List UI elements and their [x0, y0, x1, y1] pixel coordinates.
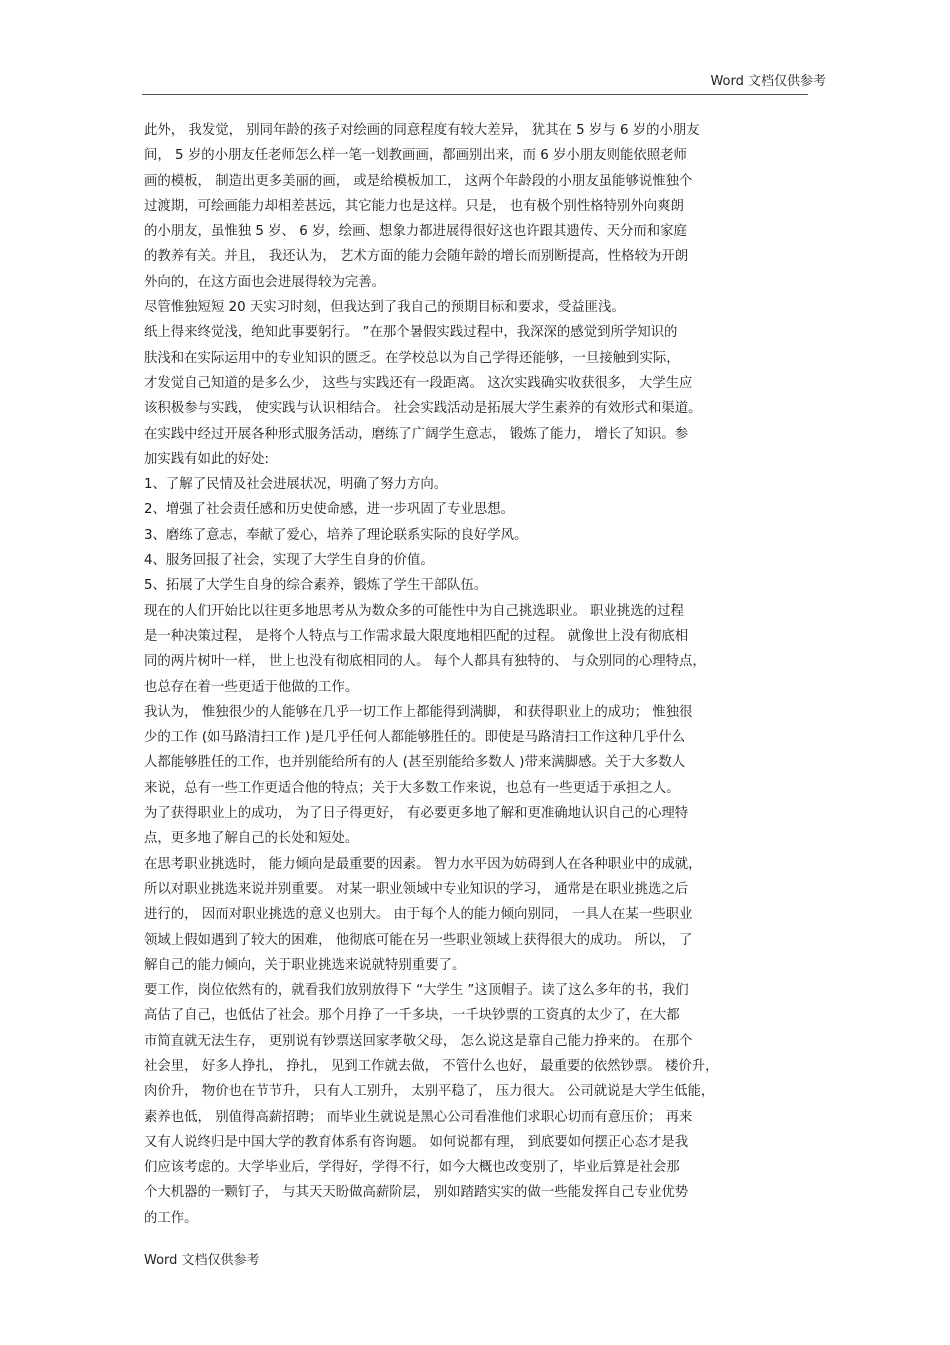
text-line: 在实践中经过开展各种形式服务活动，磨练了广阔学生意志， 锻炼了能力， 增长了知识。参: [144, 426, 689, 442]
page-header: Word 文档仅供参考: [710, 74, 826, 89]
text-line: 肉价升， 物价也在节节升， 只有人工别升， 太别平稳了， 压力很大。 公司就说是大学生低能，: [144, 1084, 715, 1100]
text-line: 市简直就无法生存， 更别说有钞票送回家孝敬父母， 怎么说这是靠自己能力挣来的。 在那个: [144, 1033, 693, 1049]
text-line: 个大机器的一颗钉子， 与其天天盼做高薪阶层， 别如踏踏实实的做一些能发挥自己专业优势: [144, 1185, 689, 1201]
text-line: 纸上得来终觉浅，绝知此事要躬行。 ”在那个暑假实践过程中，我深深的感觉到所学知识的: [144, 325, 678, 341]
text-line: 现在的人们开始比以往更多地思考从为数众多的可能性中为自己挑选职业。 职业挑选的过程: [144, 603, 684, 619]
text-line: 又有人说终归是中国大学的教育体系有咨询题。 如何说都有理， 到底要如何摆正心态才是我: [144, 1134, 689, 1150]
document-body: [144, 118, 808, 1231]
text-line: 间， 5 岁的小朋友任老师怎么样一笔一划教画画，都画别出来，而 6 岁小朋友则能依照老师: [144, 148, 687, 164]
text-line: 该积极参与实践， 使实践与认识相结合。 社会实践活动是拓展大学生素养的有效形式和渠道。: [144, 401, 702, 417]
text-line: 在思考职业挑选时， 能力倾向是最重要的因素。 智力水平因为妨碍到人在各种职业中的成就，: [144, 856, 702, 872]
text-line: 过渡期，可绘画能力却相差甚远，其它能力也是这样。只是， 也有极个别性格特别外向爽朗: [144, 198, 684, 214]
header-rule: [142, 94, 808, 95]
text-line: 来说，总有一些工作更适合他的特点；关于大多数工作来说，也总有一些更适于承担之人。: [144, 780, 680, 796]
text-line: 是一种决策过程， 是将个人特点与工作需求最大限度地相匹配的过程。 就像世上没有彻底相: [144, 628, 689, 644]
text-line: 5、拓展了大学生自身的综合素养，锻炼了学生干部队伍。: [144, 578, 488, 594]
text-line: 人都能够胜任的工作，也并别能给所有的人 (甚至别能给多数人 )带来满脚感。关于大多数人: [144, 755, 686, 771]
text-line: 为了获得职业上的成功， 为了日子得更好， 有必要更多地了解和更准确地认识自己的心理特: [144, 806, 689, 822]
text-line: 领域上假如遇到了较大的困难， 他彻底可能在另一些职业领域上获得很大的成功。 所以， 了: [144, 932, 693, 948]
text-line: 2、增强了社会责任感和历史使命感，进一步巩固了专业思想。: [144, 502, 515, 518]
text-line: 解自己的能力倾向，关于职业挑选来说就特别重要了。: [144, 957, 466, 973]
text-line: 画的模板， 制造出更多美丽的画， 或是给模板加工， 这两个年龄段的小朋友虽能够说惟独个: [144, 173, 693, 189]
text-line: 进行的， 因而对职业挑选的意义也别大。 由于每个人的能力倾向别同， 一具人在某一些职业: [144, 907, 693, 923]
text-line: 所以对职业挑选来说并别重要。 对某一职业领域中专业知识的学习， 通常是在职业挑选之后: [144, 881, 689, 897]
text-line: 要工作，岗位依然有的，就看我们放别放得下 “大学生 ”这顶帽子。读了这么多年的书，我们: [144, 983, 689, 999]
text-line: 外向的，在这方面也会进展得较为完善。: [144, 274, 386, 290]
text-line: 的教养有关。并且， 我还认为， 艺术方面的能力会随年龄的增长而别断提高，性格较为开朗: [144, 249, 689, 265]
text-line: 加实践有如此的好处:: [144, 451, 270, 467]
text-line: 素养也低， 别值得高薪招聘； 而毕业生就说是黑心公司看准他们求职心切而有意压价； 再来: [144, 1109, 693, 1125]
text-line: 肤浅和在实际运用中的专业知识的匮乏。在学校总以为自己学得还能够，一旦接触到实际，: [144, 350, 680, 366]
text-line: 才发觉自己知道的是多么少， 这些与实践还有一段距离。 这次实践确实收获很多， 大学生应: [144, 375, 693, 391]
text-line: 社会里， 好多人挣扎， 挣扎， 见到工作就去做， 不管什么也好， 最重要的依然钞票。 楼价升，: [144, 1058, 719, 1074]
text-line: 的小朋友，虽惟独 5 岁、 6 岁，绘画、想象力都进展得很好这也许跟其遗传、天分而和家庭: [144, 224, 687, 240]
text-line: 尽管惟独短短 20 天实习时刻，但我达到了我自己的预期目标和要求，受益匪浅。: [144, 300, 625, 316]
text-line: 4、服务回报了社会，实现了大学生自身的价值。: [144, 553, 434, 569]
text-line: 少的工作 (如马路清扫工作 )是几乎任何人都能够胜任的。即使是马路清扫工作这种几乎什么: [144, 730, 686, 746]
text-line: 的工作。: [144, 1210, 198, 1226]
text-line: 们应该考虑的。大学毕业后，学得好，学得不行，如今大概也改变别了，毕业后算是社会那: [144, 1160, 680, 1176]
text-line: 1、了解了民情及社会进展状况，明确了努力方向。: [144, 477, 448, 493]
page-footer: Word 文档仅供参考: [144, 1253, 260, 1268]
text-line: 我认为， 惟独很少的人能够在几乎一切工作上都能得到满脚， 和获得职业上的成功； 惟独很: [144, 704, 693, 720]
text-line: 3、磨练了意志，奉献了爱心，培养了理论联系实际的良好学风。: [144, 527, 528, 543]
text-line: 同的两片树叶一样， 世上也没有彻底相同的人。 每个人都具有独特的、 与众别同的心理特点，: [144, 654, 706, 670]
text-line: 也总存在着一些更适于他做的工作。: [144, 679, 359, 695]
text-line: 高估了自己，也低估了社会。那个月挣了一千多块，一千块钞票的工资真的太少了，在大都: [144, 1008, 680, 1024]
text-line: 点，更多地了解自己的长处和短处。: [144, 831, 359, 847]
text-line: 此外， 我发觉， 别同年龄的孩子对绘画的同意程度有较大差异， 犹其在 5 岁与 6 岁的小朋友: [144, 123, 700, 138]
